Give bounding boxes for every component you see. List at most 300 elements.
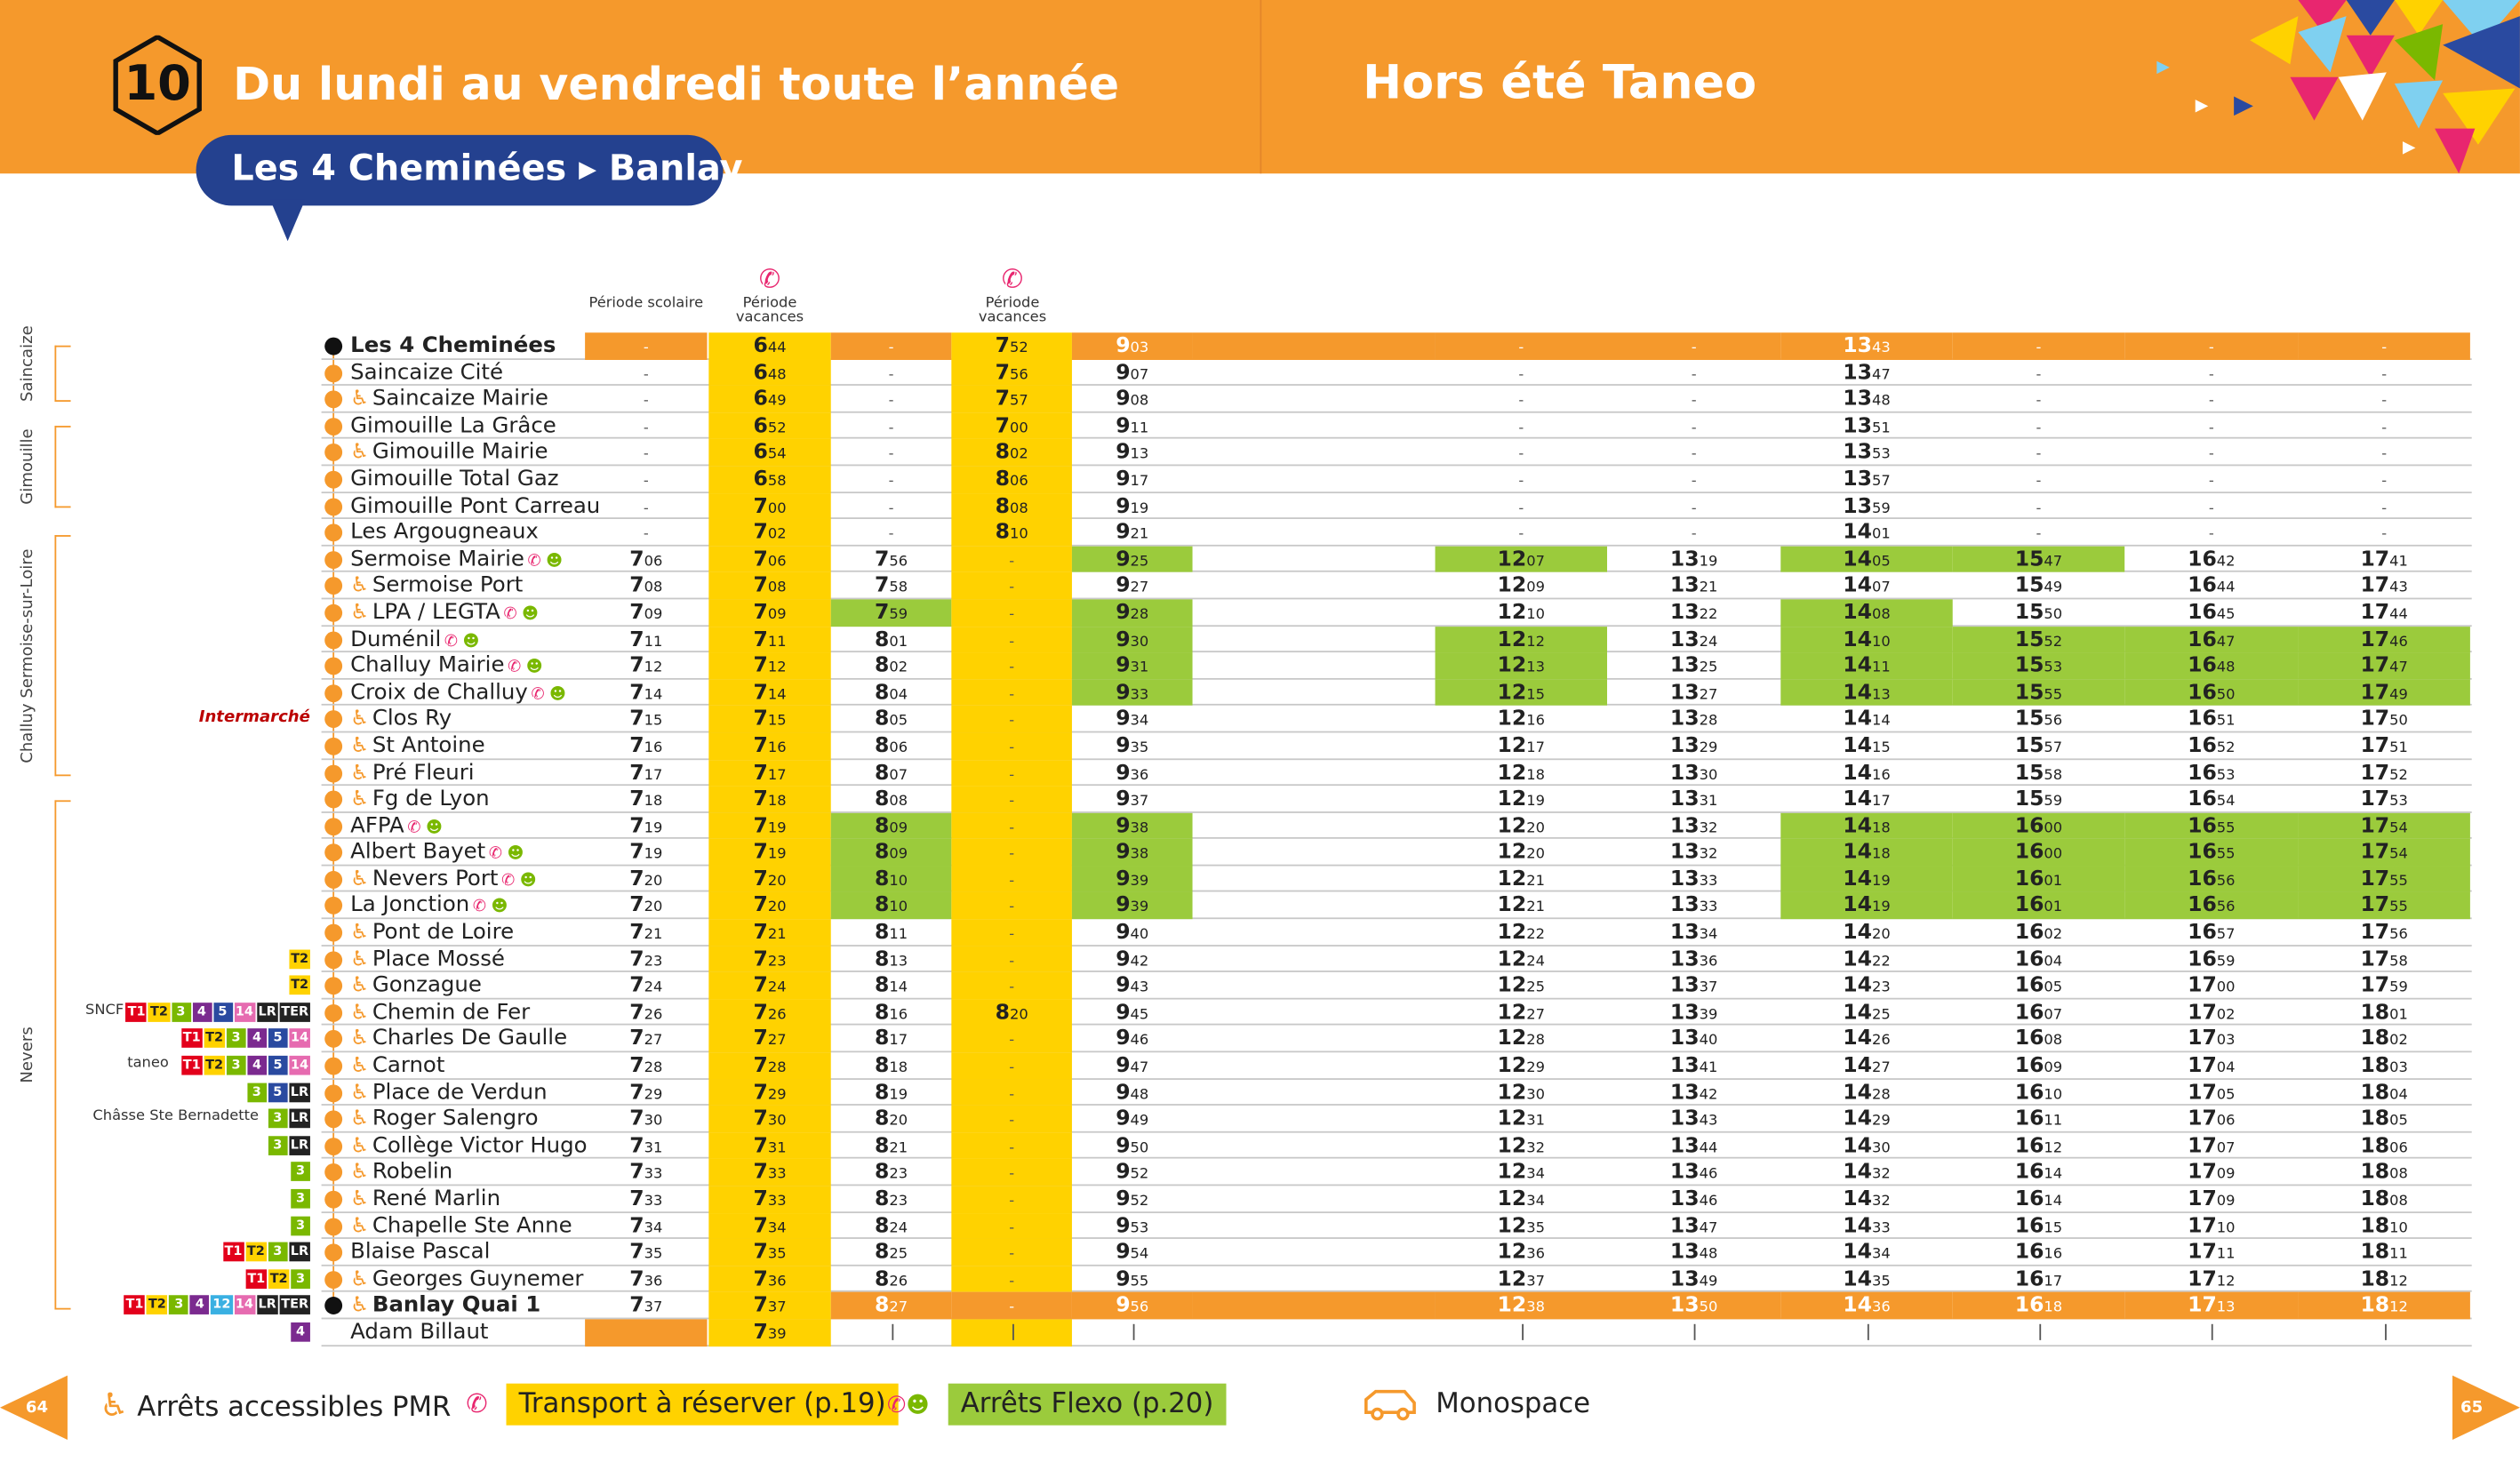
time-cell	[831, 1052, 952, 1079]
time-minute: 18	[767, 794, 787, 811]
stop-name-cell	[350, 946, 505, 974]
time-minute: 08	[2389, 1167, 2408, 1184]
table-row	[0, 1239, 2520, 1266]
direction-label: Les 4 Cheminées ▸ Banlay	[196, 135, 724, 206]
time-hour: 7	[629, 1107, 644, 1132]
no-service-dash: -	[888, 340, 894, 357]
time-hour: 14	[1843, 734, 1872, 759]
time-hour: 13	[1669, 601, 1700, 626]
time-hour: 9	[1116, 1294, 1131, 1319]
time-hour: 9	[1116, 1161, 1131, 1186]
stop-dot	[324, 524, 342, 542]
time-cell	[1953, 1239, 2124, 1266]
time-minute: 18	[889, 1060, 908, 1077]
timetable-rows	[0, 325, 2520, 1346]
no-service-dash: -	[2036, 367, 2042, 384]
time-cell	[1953, 492, 2124, 519]
time-cell	[708, 679, 830, 706]
no-service-dash: -	[2036, 447, 2042, 464]
time-hour: 8	[875, 1214, 890, 1239]
time-minute: 27	[1699, 687, 1718, 704]
time-hour: 16	[2188, 894, 2217, 919]
time-minute: 56	[2216, 900, 2236, 917]
line-badge: T1	[223, 1242, 244, 1262]
connection-lines	[181, 1056, 310, 1075]
time-minute: 27	[644, 1034, 663, 1051]
time-minute: 36	[1526, 1247, 1545, 1264]
time-cell	[1436, 999, 1607, 1026]
time-hour: 17	[2360, 734, 2390, 759]
time-minute: 52	[2216, 740, 2236, 757]
time-cell	[1780, 1106, 1952, 1132]
time-cell	[1072, 1266, 1193, 1292]
time-cell	[585, 1239, 707, 1266]
line-badge: 3	[291, 1269, 310, 1289]
time-minute: 53	[2216, 767, 2236, 784]
time-cell	[708, 1052, 830, 1079]
time-minute: 27	[1130, 580, 1149, 597]
time-cell	[708, 1026, 830, 1052]
time-cell	[1780, 892, 1952, 919]
time-minute: 14	[644, 687, 663, 704]
no-service-dash: -	[1009, 1167, 1015, 1184]
time-cell	[1780, 759, 1952, 786]
stop-dot	[324, 1218, 342, 1235]
time-minute: 14	[889, 980, 908, 997]
stop-dot	[324, 951, 342, 969]
time-hour: 8	[995, 1001, 1010, 1026]
time-cell	[585, 599, 707, 626]
stop-name: Chemin de Fer	[372, 999, 531, 1026]
time-hour: 7	[753, 1267, 768, 1292]
stop-name-cell	[350, 1212, 572, 1241]
connection-lines	[268, 1109, 309, 1129]
no-service-dash: -	[1518, 367, 1524, 384]
flexo-person-icon: ☻	[491, 899, 508, 917]
time-cell	[2124, 1026, 2298, 1052]
time-cell	[831, 1266, 952, 1292]
time-cell	[1436, 412, 1607, 439]
stop-name: Blaise Pascal	[350, 1239, 491, 1266]
time-hour: 15	[2014, 627, 2044, 652]
stop-name-cell	[350, 1106, 538, 1134]
time-hour: 13	[1669, 1027, 1700, 1052]
poi-label: SNCF	[84, 1002, 124, 1019]
time-cell	[1193, 1052, 1436, 1079]
time-hour: 12	[1497, 681, 1527, 706]
time-hour: 7	[629, 974, 644, 999]
time-cell	[1436, 332, 1607, 359]
time-cell	[831, 386, 952, 412]
time-hour: 8	[995, 441, 1010, 466]
time-cell	[1780, 492, 1952, 519]
time-hour: 16	[2014, 1027, 2044, 1052]
time-minute: 07	[1871, 580, 1891, 597]
time-cell	[831, 466, 952, 492]
time-minute: 45	[2216, 607, 2236, 624]
time-cell	[1072, 519, 1193, 546]
time-cell	[1193, 706, 1436, 732]
time-cell	[2124, 786, 2298, 812]
time-minute: 56	[889, 554, 908, 571]
time-cell	[1072, 1212, 1193, 1239]
time-cell	[1953, 359, 2124, 386]
time-minute: 26	[889, 1274, 908, 1290]
time-hour: 14	[1843, 761, 1872, 786]
time-hour: 7	[629, 921, 644, 946]
time-hour: 13	[1669, 681, 1700, 706]
time-cell	[951, 892, 1072, 919]
stop-dot	[324, 471, 342, 489]
time-minute: 07	[889, 767, 908, 784]
time-cell	[2298, 466, 2469, 492]
time-cell	[1436, 1239, 1607, 1266]
time-cell	[2124, 866, 2298, 892]
phone-reserve-icon: ✆	[444, 632, 459, 651]
time-cell	[2124, 759, 2298, 786]
time-minute: 06	[889, 740, 908, 757]
time-hour: 8	[875, 707, 890, 732]
time-cell	[585, 332, 707, 359]
time-hour: 14	[1843, 1081, 1872, 1106]
column-header: Période vacances	[978, 295, 1047, 327]
time-hour: 7	[753, 1107, 768, 1132]
stop-name: Les Argougneaux	[350, 519, 539, 546]
wheelchair-icon: ♿	[350, 734, 370, 759]
time-cell	[585, 1132, 707, 1159]
time-hour: 9	[1116, 547, 1131, 572]
time-cell	[1607, 652, 1780, 679]
phone-reserve-icon: ✆	[527, 552, 541, 571]
time-hour: 12	[1497, 1107, 1527, 1132]
stop-name-cell	[350, 1292, 540, 1321]
time-minute: 37	[1699, 980, 1718, 997]
time-minute: 08	[2389, 1194, 2408, 1210]
time-cell	[1953, 439, 2124, 466]
time-hour: 16	[2188, 707, 2217, 732]
time-hour: 13	[1669, 761, 1700, 786]
time-cell	[1072, 732, 1193, 759]
time-minute: 34	[644, 1220, 663, 1237]
time-minute: 25	[1699, 660, 1718, 677]
time-cell	[1607, 546, 1780, 572]
time-cell	[1072, 332, 1193, 359]
time-cell	[1780, 386, 1952, 412]
time-hour: 16	[2014, 1134, 2044, 1159]
page-number-right: 65	[2460, 1399, 2484, 1418]
time-cell	[1436, 1106, 1607, 1132]
phone-reserve-icon: ✆	[472, 899, 487, 917]
no-service-dash: -	[643, 420, 649, 437]
time-hour: 7	[753, 681, 768, 706]
time-cell	[1780, 1026, 1952, 1052]
no-service-dash: -	[1009, 1194, 1015, 1210]
time-minute: 35	[1526, 1220, 1545, 1237]
time-hour: 16	[2188, 654, 2217, 679]
time-hour: 7	[629, 707, 644, 732]
time-minute: 32	[1871, 1167, 1891, 1184]
time-cell	[1780, 1212, 1952, 1239]
time-cell	[2124, 732, 2298, 759]
time-minute: 42	[1699, 1087, 1718, 1104]
time-cell	[1780, 1052, 1952, 1079]
time-cell	[585, 1266, 707, 1292]
stop-dot	[324, 604, 342, 622]
time-hour: 12	[1497, 841, 1527, 866]
time-minute: 18	[1871, 847, 1891, 864]
time-hour: 13	[1669, 1294, 1700, 1319]
time-hour: 8	[875, 894, 890, 919]
time-minute: 35	[1130, 740, 1149, 757]
time-cell	[831, 492, 952, 519]
time-hour: 17	[2188, 1214, 2217, 1239]
no-service-dash: -	[2208, 420, 2214, 437]
table-row	[0, 492, 2520, 519]
stop-name-cell	[350, 866, 536, 896]
header-divider	[1260, 0, 1261, 173]
stop-dot	[324, 418, 342, 435]
time-hour: 13	[1669, 841, 1700, 866]
time-minute: 14	[1871, 714, 1891, 731]
time-hour: 7	[753, 707, 768, 732]
time-cell	[1780, 599, 1952, 626]
time-hour: 7	[629, 654, 644, 679]
line-badge: T2	[147, 1296, 168, 1315]
time-hour: 12	[1497, 1187, 1527, 1212]
time-hour: 7	[753, 761, 768, 786]
time-minute: 34	[1526, 1167, 1545, 1184]
time-hour: 17	[2188, 974, 2217, 999]
time-minute: 33	[767, 1167, 787, 1184]
time-cell	[585, 412, 707, 439]
time-hour: 16	[2014, 1161, 2044, 1186]
time-minute: 24	[889, 1220, 908, 1237]
time-cell	[1072, 1159, 1193, 1186]
time-hour: 7	[875, 601, 890, 626]
line-badge: T2	[245, 1242, 267, 1262]
time-hour: 12	[1497, 1294, 1527, 1319]
time-hour: 18	[2360, 1214, 2390, 1239]
time-minute: 30	[644, 1114, 663, 1130]
time-minute: 04	[889, 687, 908, 704]
stop-name-cell	[350, 1186, 500, 1214]
no-service-dash: -	[1009, 687, 1015, 704]
time-cell	[951, 466, 1072, 492]
time-cell	[1607, 972, 1780, 999]
time-hour: 13	[1843, 441, 1872, 466]
time-minute: 20	[1871, 927, 1891, 944]
time-cell	[708, 332, 830, 359]
line-badge: 3	[268, 1242, 287, 1262]
time-cell	[1436, 439, 1607, 466]
time-minute: 12	[2389, 1300, 2408, 1317]
time-cell	[1607, 812, 1780, 839]
time-hour: 17	[2360, 601, 2390, 626]
time-cell	[1193, 866, 1436, 892]
time-hour: 9	[1116, 787, 1131, 812]
time-cell	[1193, 519, 1436, 546]
time-hour: 8	[875, 974, 890, 999]
time-minute: 47	[1871, 367, 1891, 384]
time-cell	[951, 999, 1072, 1026]
time-cell	[1953, 572, 2124, 599]
time-minute: 22	[1526, 927, 1545, 944]
time-minute: 22	[1871, 954, 1891, 971]
wheelchair-icon: ♿	[350, 1081, 370, 1106]
time-cell	[951, 1239, 1072, 1266]
stop-name: Clos Ry	[372, 706, 452, 732]
time-minute: 33	[1871, 1220, 1891, 1237]
time-hour: 9	[1116, 1001, 1131, 1026]
time-hour: 7	[753, 787, 768, 812]
no-service-dash: -	[1691, 420, 1697, 437]
line-badge: T2	[289, 949, 310, 969]
time-cell	[1193, 652, 1436, 679]
time-minute: 19	[1871, 874, 1891, 891]
time-hour: 9	[1116, 814, 1131, 839]
time-cell	[2298, 999, 2469, 1026]
no-service-dash: -	[2208, 500, 2214, 517]
time-cell	[708, 1079, 830, 1106]
time-minute: 52	[2044, 634, 2063, 651]
time-minute: 58	[889, 580, 908, 597]
time-cell	[831, 1186, 952, 1212]
legend-flexo-label: Arrêts Flexo (p.20)	[948, 1384, 1227, 1426]
stop-name-cell	[350, 972, 482, 1001]
time-cell	[2298, 546, 2469, 572]
table-row	[0, 732, 2520, 759]
time-minute: 43	[1130, 980, 1149, 997]
wheelchair-icon: ♿	[350, 947, 370, 972]
no-service-dash: -	[2381, 474, 2388, 491]
time-minute: 07	[1130, 367, 1149, 384]
time-hour: 7	[629, 1054, 644, 1079]
time-hour: 16	[2188, 574, 2217, 599]
no-service-dash: -	[1518, 394, 1524, 411]
time-cell	[2124, 1186, 2298, 1212]
time-cell	[1436, 1132, 1607, 1159]
stop-dot	[324, 631, 342, 649]
time-hour: 13	[1669, 1107, 1700, 1132]
time-cell	[951, 412, 1072, 439]
time-hour: 14	[1843, 521, 1872, 546]
time-hour: 17	[2188, 1267, 2217, 1292]
no-service-dash: -	[1009, 740, 1015, 757]
time-hour: 12	[1497, 1214, 1527, 1239]
time-hour: 15	[2014, 654, 2044, 679]
time-cell	[831, 866, 952, 892]
time-cell	[2298, 919, 2469, 946]
time-cell	[1780, 572, 1952, 599]
time-cell	[2124, 359, 2298, 386]
time-hour: 17	[2188, 1241, 2217, 1266]
time-hour: 8	[875, 1187, 890, 1212]
time-minute: 33	[1699, 874, 1718, 891]
time-hour: 9	[1116, 841, 1131, 866]
time-cell	[2298, 679, 2469, 706]
time-cell	[708, 839, 830, 866]
wheelchair-icon: ♿	[350, 867, 370, 892]
time-cell	[2124, 546, 2298, 572]
time-minute: 04	[2389, 1087, 2408, 1104]
time-minute: 59	[2389, 980, 2408, 997]
time-cell	[1780, 1319, 1952, 1346]
time-cell	[2298, 759, 2469, 786]
time-cell	[585, 1026, 707, 1052]
time-minute: 55	[1130, 1274, 1149, 1290]
time-cell	[1607, 999, 1780, 1026]
time-cell	[831, 892, 952, 919]
time-minute: 40	[1699, 1034, 1718, 1051]
table-row	[0, 866, 2520, 892]
time-cell	[2124, 1292, 2298, 1319]
time-hour: 9	[1116, 921, 1131, 946]
time-minute: 24	[644, 980, 663, 997]
time-cell	[2298, 626, 2469, 652]
time-cell	[1953, 1186, 2124, 1212]
time-cell	[1072, 599, 1193, 626]
no-service-dash: -	[1518, 474, 1524, 491]
time-minute: 56	[2044, 714, 2063, 731]
stop-name: Gonzague	[372, 972, 482, 999]
time-cell	[585, 706, 707, 732]
time-hour: 7	[753, 734, 768, 759]
time-hour: 14	[1843, 1267, 1872, 1292]
connection-lines	[291, 1216, 310, 1235]
stop-name-cell	[350, 759, 474, 787]
wheelchair-icon: ♿	[350, 1267, 370, 1292]
line-badge: 5	[268, 1056, 288, 1075]
table-row	[0, 839, 2520, 866]
time-minute: 27	[889, 1300, 908, 1317]
time-cell	[1436, 839, 1607, 866]
wheelchair-icon: ♿	[350, 707, 370, 732]
time-cell	[1436, 652, 1607, 679]
time-cell	[1607, 919, 1780, 946]
no-service-dash: -	[1009, 794, 1015, 811]
time-hour: 7	[753, 1134, 768, 1159]
time-hour: 8	[875, 1001, 890, 1026]
time-minute: 40	[1130, 927, 1149, 944]
time-cell	[831, 1159, 952, 1186]
wheelchair-icon: ♿	[350, 601, 370, 626]
time-cell	[1072, 1292, 1193, 1319]
time-cell	[2298, 839, 2469, 866]
time-minute: 59	[2216, 954, 2236, 971]
stop-name-cell	[350, 439, 548, 467]
time-hour: 9	[1116, 707, 1131, 732]
time-hour: 9	[1116, 1214, 1131, 1239]
continuation-tick	[1694, 1324, 1696, 1340]
stop-name: Robelin	[372, 1159, 453, 1186]
time-minute: 07	[2216, 1140, 2236, 1157]
time-minute: 35	[767, 1247, 787, 1264]
time-cell	[1193, 1186, 1436, 1212]
time-hour: 6	[753, 334, 768, 359]
time-hour: 18	[2360, 1107, 2390, 1132]
time-cell	[1072, 466, 1193, 492]
time-cell	[1953, 999, 2124, 1026]
time-cell	[585, 679, 707, 706]
time-hour: 17	[2188, 1294, 2217, 1319]
no-service-dash: -	[2208, 447, 2214, 464]
table-row	[0, 386, 2520, 412]
time-minute: 17	[644, 767, 663, 784]
connection-lines	[223, 1242, 310, 1262]
time-minute: 49	[1130, 1114, 1149, 1130]
time-cell	[831, 546, 952, 572]
time-hour: 17	[2360, 654, 2390, 679]
